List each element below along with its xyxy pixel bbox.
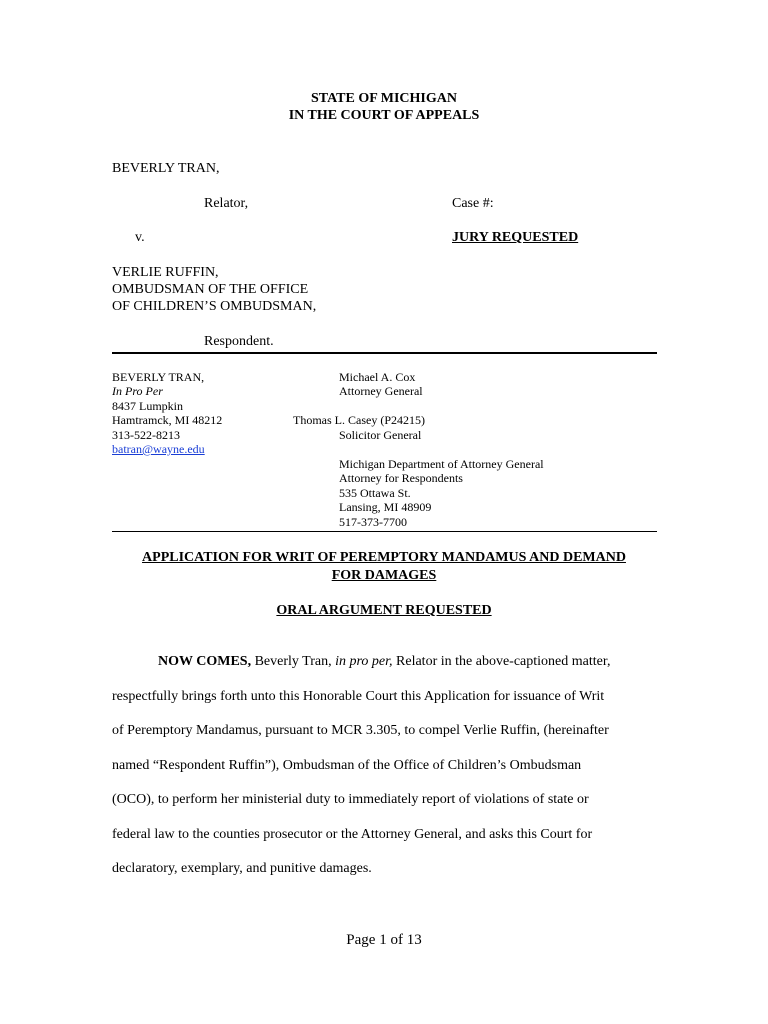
relator-block-name: BEVERLY TRAN, — [112, 370, 205, 384]
relator-name: BEVERLY TRAN, — [112, 161, 220, 176]
caption-divider — [112, 352, 657, 354]
versus: v. — [135, 230, 145, 245]
attorney-role: Attorney for Respondents — [339, 471, 463, 485]
body-paragraph — [112, 645, 657, 887]
jury-requested: JURY REQUESTED — [452, 230, 579, 245]
solicitor-general-title: Solicitor General — [339, 428, 422, 442]
body-line: (OCO), to perform her ministerial duty to immediately report of violations of state or — [112, 792, 589, 807]
relator-role: Relator, — [204, 196, 249, 211]
respondent-role: Respondent. — [204, 334, 274, 349]
respondent-title-line: OMBUDSMAN OF THE OFFICE — [112, 282, 309, 297]
body-line: NOW COMES, Beverly Tran, in pro per, Relator in the above-captioned matter, — [158, 654, 611, 669]
relator-email-link[interactable]: batran@wayne.edu — [112, 442, 205, 456]
document-title-line2: FOR DAMAGES — [331, 568, 437, 583]
in-pro-per-phrase: in pro per, — [335, 654, 393, 669]
department-name: Michigan Department of Attorney General — [339, 457, 544, 471]
parties-divider — [112, 531, 657, 532]
case-number-label: Case #: — [452, 196, 494, 211]
department-address-line1: 535 Ottawa St. — [339, 486, 411, 500]
page-number: Page 1 of 13 — [346, 932, 422, 948]
body-line: of Peremptory Mandamus, pursuant to MCR 3.305, to compel Verlie Ruffin, (hereinafter — [112, 723, 609, 738]
now-comes-phrase: NOW COMES, — [158, 654, 252, 669]
respondent-name: VERLIE RUFFIN, — [112, 265, 219, 280]
body-line: federal law to the counties prosecutor or the Attorney General, and asks this Court for — [112, 826, 593, 842]
relator-address-line2: Hamtramck, MI 48212 — [112, 413, 223, 427]
attorney-general-name: Michael A. Cox — [339, 370, 416, 384]
court-name-heading: IN THE COURT OF APPEALS — [288, 108, 480, 123]
respondent-office-line: OF CHILDREN’S OMBUDSMAN, — [112, 299, 317, 314]
oral-argument-heading: ORAL ARGUMENT REQUESTED — [276, 603, 492, 618]
relator-address-line1: 8437 Lumpkin — [112, 399, 183, 413]
body-line: declaratory, exemplary, and punitive damages. — [112, 861, 372, 876]
body-line: respectfully brings forth unto this Honorable Court this Application for issuance of Writ — [112, 688, 605, 704]
department-phone: 517-373-7700 — [339, 515, 407, 529]
document-title-line1: APPLICATION FOR WRIT OF PEREMPTORY MANDAMUS AND DEMAND — [142, 550, 626, 565]
court-state-heading: STATE OF MICHIGAN — [311, 91, 457, 106]
solicitor-general-name: Thomas L. Casey (P24215) — [293, 413, 425, 427]
relator-block-status: In Pro Per — [112, 384, 163, 398]
body-line: named “Respondent Ruffin”), Ombudsman of the Office of Children’s Ombudsman — [112, 757, 582, 773]
department-address-line2: Lansing, MI 48909 — [339, 500, 432, 514]
relator-phone: 313-522-8213 — [112, 428, 180, 442]
attorney-general-title: Attorney General — [339, 384, 423, 398]
